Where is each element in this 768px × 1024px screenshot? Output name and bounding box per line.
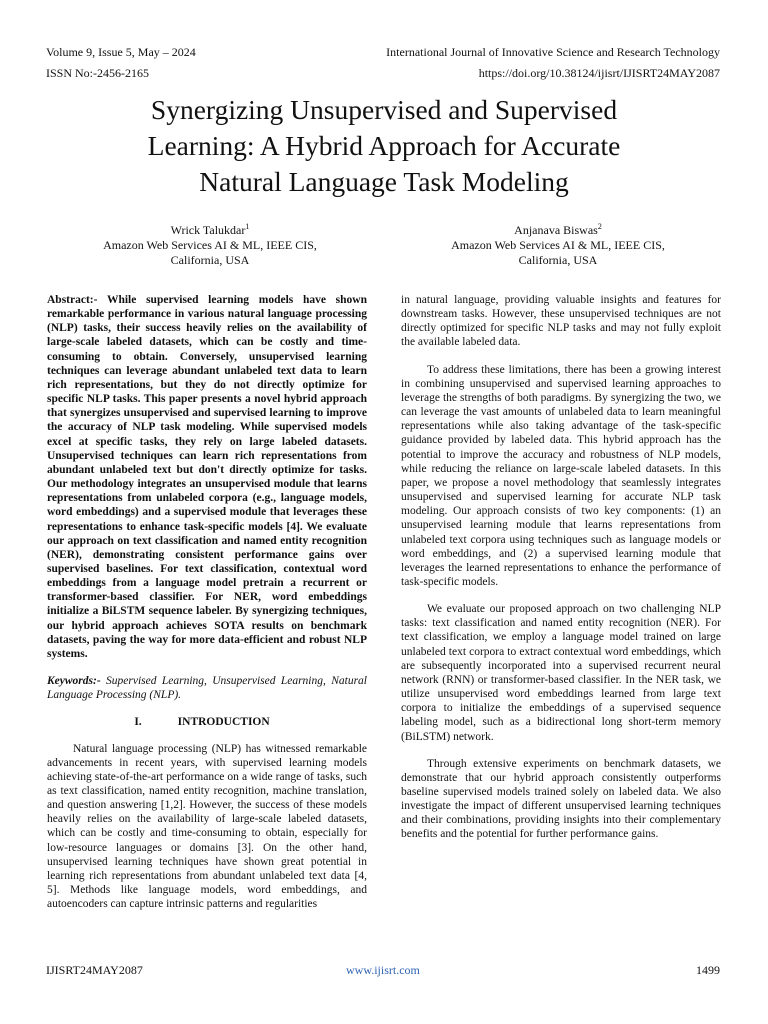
footer-paper-id: IJISRT24MAY2087 [46, 963, 143, 977]
author-sup: 2 [597, 222, 602, 231]
author-affiliation: Amazon Web Services AI & ML, IEEE CIS, [103, 238, 317, 252]
volume-info: Volume 9, Issue 5, May – 2024 [46, 45, 196, 59]
paper-title [40, 92, 728, 200]
keywords-label: Keywords:- [47, 675, 101, 688]
abstract-label: Abstract:- [47, 294, 98, 306]
title-line-1: Synergizing Unsupervised and Supervised [150, 94, 618, 125]
author-block-2 [403, 219, 713, 268]
keywords-text: Supervised Learning, Unsupervised Learning, Natural Language Processing (NLP). [47, 675, 368, 702]
author-location: California, USA [518, 253, 598, 267]
journal-name: International Journal of Innovative Science and Research Technology [386, 45, 720, 59]
right-paragraph-2: We evaluate our proposed approach on two challenging NLP tasks: text classification and named entity recognition (NER). For text classification, we employ a language model trained on large unlabeled text corpora to extract contextual word embeddings, which are subsequently incorporated into a supervised recurrent neural network (RNN) or transformer-based classifier. In the NER task, we utilize unsupervised word embeddings learned from large text corpora to initialize the embeddings of a supervised sequence labeling model, such as a bidirectional long short-term memory (BiLSTM) network. [401, 603, 721, 743]
right-paragraph-3: Through extensive experiments on benchmark datasets, we demonstrate that our hybrid approach consistently outperforms baseline supervised models trained solely on labeled data. We also investigate the impact of different unsupervised learning techniques and their combinations, providing insights into their complementary benefits and the potential for further performance gains. [401, 757, 721, 841]
title-line-3: Natural Language Task Modeling [199, 166, 569, 197]
left-column [47, 293, 367, 924]
author-block-1 [55, 219, 365, 268]
right-paragraph-0: in natural language, providing valuable insights and features for downstream tasks. However, these unsupervised techniques are not directly optimized for specific NLP tasks and may not fully exploit the available labeled data. [401, 294, 721, 349]
title-line-2: Learning: A Hybrid Approach for Accurate [147, 130, 621, 161]
keywords [47, 674, 367, 702]
right-column [401, 293, 721, 855]
doi-link[interactable]: https://doi.org/10.38124/ijisrt/IJISRT24MAY2087 [478, 66, 720, 80]
right-paragraph-1: To address these limitations, there has been a growing interest in combining unsupervised and supervised learning approaches to leverage the strengths of both paradigms. By synergizing the two, we can leverage the vast amounts of unlabeled data to learn meaningful representations while also taking advantage of the task-specific guidance provided by labeled data. This hybrid approach has the potential to improve the accuracy and robustness of NLP models, while reducing the reliance on large-scale labeled datasets. In this paper, we propose a novel methodology that seamlessly integrates unsupervised and supervised learning for accurate NLP task modeling. Our approach consists of two key components: (1) an unsupervised learning module that learns representations from unlabeled text corpora using techniques such as language models or word embeddings, and (2) a supervised learning module that leverages the learned representations to enhance the performance of task-specific models. [401, 363, 721, 588]
abstract-text: While supervised learning models have shown remarkable performance in various natural language processing (NLP) tasks, their success heavily relies on the availability of large-scale labeled datasets, which can be costly and time-consuming to obtain. Conversely, unsupervised learning techniques can leverage abundant unlabeled text data to learn rich representations, but they do not directly optimize for specific NLP tasks. This paper presents a novel hybrid approach that synergizes unsupervised and supervised learning to improve the accuracy of NLP task modeling. While supervised models excel at specific tasks, they rely on large labeled datasets. Unsupervised techniques can learn rich representations from abundant unlabeled text but don't directly optimize for tasks. Our methodology integrates an unsupervised module that learns representations from unlabeled corpora (e.g., language models, word embeddings) and a supervised module that leverages these representations to enhance task-specific models [4]. We evaluate our approach on text classification and named entity recognition (NER), demonstrating consistent performance gains over supervised baselines. For text classification, contextual word embeddings from a language model pretrain a recurrent or transformer-based classifier. For NER, word embeddings initialize a BiLSTM sequence labeler. By synergizing techniques, our hybrid approach achieves SOTA results on benchmark datasets, paving the way for more data-efficient and robust NLP systems. [47, 294, 368, 660]
author-affiliation: Amazon Web Services AI & ML, IEEE CIS, [451, 238, 665, 252]
section-heading [47, 715, 367, 729]
footer-url-link[interactable]: www.ijisrt.com [346, 963, 420, 977]
abstract [47, 293, 367, 661]
author-name: Wrick Talukdar [170, 223, 246, 237]
author-location: California, USA [170, 253, 250, 267]
author-name: Anjanava Biswas [514, 223, 598, 237]
section-title: INTRODUCTION [177, 716, 270, 729]
author-sup: 1 [245, 222, 250, 231]
intro-paragraph-1: Natural language processing (NLP) has witnessed remarkable advancements in recent years, with supervised learning models achieving state-of-the-art performance on a wide range of tasks, such as text classification, named entity recognition, machine translation, and question answering [1,2]. However, the success of these models heavily relies on the availability of large-scale labeled datasets, which can be costly and time-consuming to obtain, especially for low-resource languages or domains [3]. On the other hand, unsupervised learning techniques have shown great potential in learning rich representations from abundant unlabeled text data [4, 5]. Methods like language models, word embeddings, and autoencoders can capture intrinsic patterns and regularities [47, 742, 367, 911]
section-number: I. [134, 716, 142, 729]
page-number: 1499 [696, 963, 720, 977]
issn: ISSN No:-2456-2165 [46, 66, 150, 80]
